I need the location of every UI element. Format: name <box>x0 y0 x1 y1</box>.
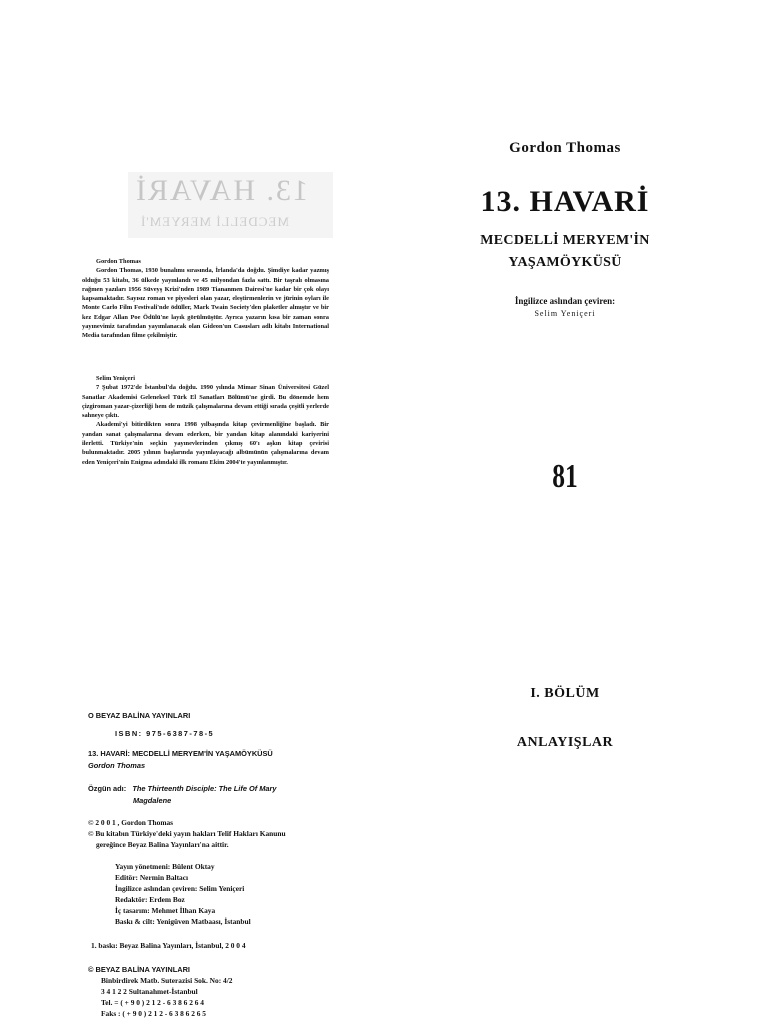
fax-line: Faks : ( + 9 0 ) 2 1 2 - 6 3 8 6 2 6 5 <box>101 1009 207 1018</box>
author-bio <box>82 257 329 341</box>
rights-line-2: gereğince Beyaz Balina Yayınları'na aittir. <box>96 840 229 849</box>
right-page-title: 13. HAVARİ <box>480 185 650 218</box>
right-page-subtitle <box>440 230 690 274</box>
credit-line: Yayın yönetmeni: Bülent Oktay <box>115 862 215 871</box>
faded-cover-image <box>128 172 333 238</box>
credit-line: Editör: Nermin Baltacı <box>115 873 189 882</box>
original-title-line-2: Magdalene <box>133 796 172 805</box>
series-number: 81 <box>552 458 578 495</box>
credit-line: İç tasarım: Mehmet İlhan Kaya <box>115 906 216 915</box>
address-line-1: Binbirdirek Matb. Suterazisi Sok. No: 4/2 <box>101 976 233 985</box>
translator-bio <box>82 374 329 467</box>
credit-line: İngilizce aslından çeviren: Selim Yeniçeri <box>115 884 245 893</box>
colophon-original-title <box>88 783 348 794</box>
faded-cover-line-1: 13. HAVARİ <box>134 174 308 207</box>
credit-line: Baskı & cilt: Yenigüven Matbaası, İstanbul <box>115 917 251 926</box>
phone-line: Tel. = ( + 9 0 ) 2 1 2 - 6 3 8 6 2 6 4 <box>101 998 204 1007</box>
colophon-isbn: ISBN: 975-6387-78-5 <box>115 729 215 738</box>
subtitle-line-1: MECDELLİ MERYEM'İN <box>480 233 650 248</box>
translator-bio-paragraph-1: 7 Şubat 1972'de İstanbul'da doğdu. 1990 yılında Mimar Sinan Üniversitesi Güzel Sanatlar Akademisi Geleneksel Türk El Sanatları Bölümü'ne girdi. Bu dönemde hem çizgiroman yazar-çizerliği hem de müzik çalışmalarına devam ettiği sırada çeşitli yerlerde sahneye çıktı. <box>82 384 329 420</box>
rights-line-1: © Bu kitabın Türkiye'deki yayın hakları Telif Hakları Kanunu <box>88 829 286 838</box>
translator-name: Selim Yeniçeri <box>534 309 596 318</box>
subtitle-line-2: YAŞAMÖYKÜSÜ <box>508 255 622 270</box>
chapter-heading: ANLAYIŞLAR <box>516 735 614 750</box>
part-heading: I. BÖLÜM <box>530 686 600 701</box>
credit-line: Redaktör: Erdem Boz <box>115 895 185 904</box>
translation-note: İngilizce aslından çeviren: <box>514 296 616 306</box>
translator-bio-paragraph-2: Akademi'yi bitirdikten sonra 1998 yılbaşında kitap çevirmenliğine başladı. Bir yandan sanat çalışmalarına devam ederken, bir yandan kitap alanındaki kariyerini ilerletti. Türkiye'nin seçkin yayınevlerinden çıkmış 60'ı aşkın kitap çevirisi bulunmaktadır. 2005 yılının başlarında yayınlayacağı albümünün çalışmalarına devam eden Yeniçeri'nin Enigma adındaki ilk romanı Ekim 2004'te yayınlanmıştır. <box>82 421 329 466</box>
colophon-publisher: O BEYAZ BALİNA YAYINLARI <box>88 711 191 720</box>
right-page-author: Gordon Thomas <box>509 140 621 156</box>
colophon-author: Gordon Thomas <box>88 761 146 770</box>
copyright-line: © 2 0 0 1 , Gordon Thomas <box>88 818 174 827</box>
author-bio-text: Gordon Thomas, 1930 bunalımı sırasında, İrlanda'da doğdu. Şimdiye kadar yazmış olduğu 53 kitabı, 36 ülkede yayınlandı ve 45 milyondan fazla sattı. Bir taşralı olmasına rağmen yazıları 1956 Süveyş Krizi'nden 1989 Tiananmen Dairesi'ne kadar bir çok olayı kapsamaktadır. Sayısız roman ve piyesleri olan yazar, eleştirmenlerin ve jürinin oyları ile Monte Carlo Film Festivali'nde ödüller, Mark Twain Society'den plaketler almıştır ve bir kez Edgar Allan Poe Ödülü'ne layık görülmüştür. Ayrıca yazarın kısa bir zaman sonra yayınevimiz tarafından yayımlanacak olan Gideon'un Casusları adlı kitabı International Media tarafından filme çekilmiştir. <box>82 267 329 340</box>
author-bio-name: Gordon Thomas <box>96 258 141 265</box>
colophon-rights <box>88 817 348 850</box>
colophon-print-info: 1. baskı: Beyaz Balina Yayınları, İstanbul, 2 0 0 4 <box>91 941 246 950</box>
colophon-credits <box>115 861 375 927</box>
original-title-label: Özgün adı: <box>88 784 127 793</box>
translator-bio-name: Selim Yeniçeri <box>96 375 135 382</box>
publisher-line: © BEYAZ BALİNA YAYINLARI <box>88 965 190 974</box>
original-title-line-1: The Thirteenth Disciple: The Life Of Mary <box>132 784 277 793</box>
colophon-contact <box>88 964 348 1019</box>
address-line-2: 3 4 1 2 2 Sultanahmet-İstanbul <box>101 987 198 996</box>
colophon-book-title: 13. HAVARİ: MECDELLİ MERYEM'İN YAŞAMÖYKÜSÜ <box>88 749 273 758</box>
faded-cover-line-2: MECDELLİ MERYEM'İ <box>140 214 289 229</box>
